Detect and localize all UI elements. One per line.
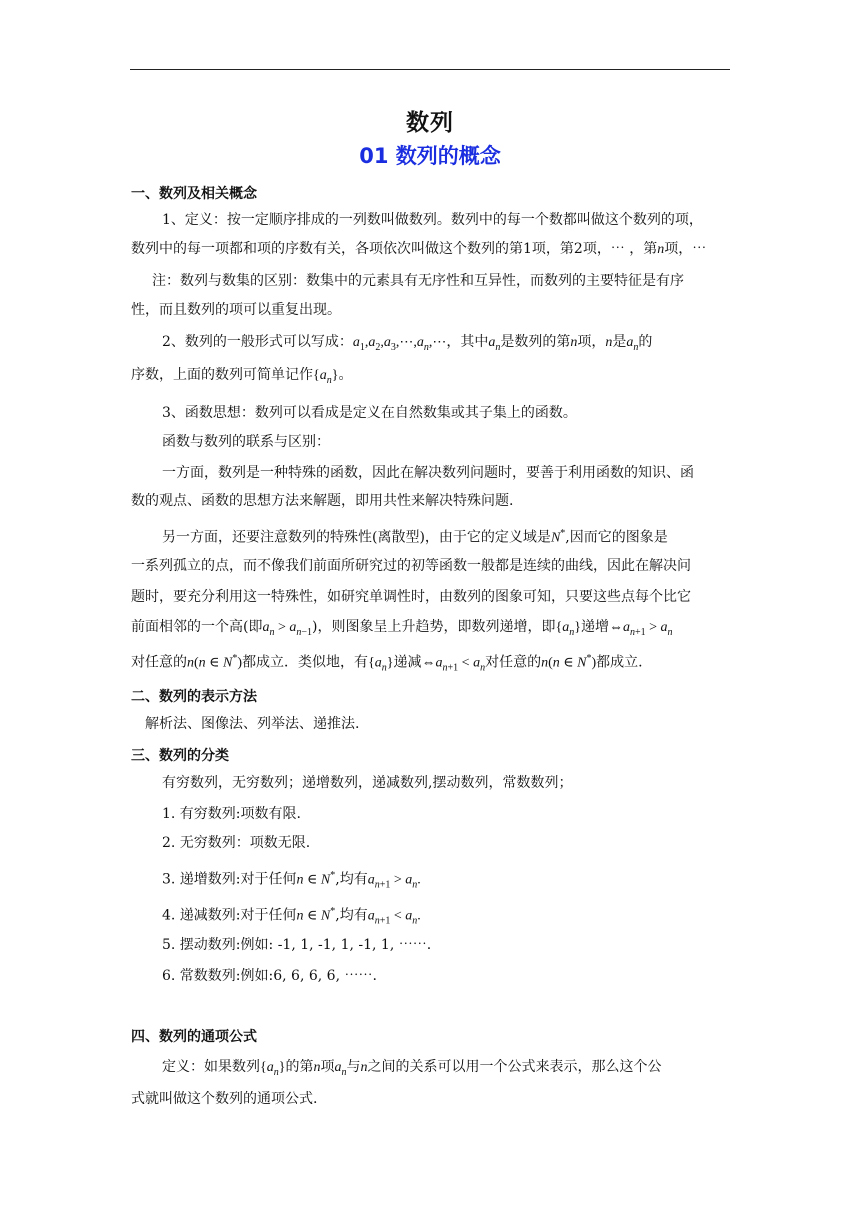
paragraph: 一方面，数列是一种特殊的函数，因此在解决数列问题时，要善于利用函数的知识、函 (162, 465, 694, 481)
list-item: 2. 无穷数列：项数无限. (162, 835, 311, 851)
paragraph: 有穷数列，无穷数列；递增数列，递减数列,摆动数列，常数数列； (162, 775, 573, 791)
paragraph: 一系列孤立的点，而不像我们前面所研究过的初等函数一般都是连续的曲线，因此在解决问 (131, 558, 691, 574)
list-item: 3. 递增数列:对于任何n ∈ N*,均有$a_{n+1} > a_n$. (162, 870, 421, 891)
paragraph: 前面相邻的一个高(即$a_n > a_{n-1}$)，则图象呈上升趋势，即数列递增，即$\{a_n\}$递增$\Leftrightarrow a_{n+1} > a_n$ (131, 619, 673, 638)
paragraph: 1、定义：按一定顺序排成的一列数叫做数列。数列中的每一个数都叫做这个数列的项， (162, 212, 703, 228)
section-heading-2: 二、数列的表示方法 (131, 689, 257, 705)
section-heading-4: 四、数列的通项公式 (131, 1029, 257, 1045)
paragraph: 解析法、图像法、列举法、递推法. (145, 716, 360, 732)
paragraph: 式就叫做这个数列的通项公式. (131, 1091, 318, 1107)
paragraph: 另一方面，还要注意数列的特殊性(离散型)，由于它的定义域是N*,因而它的图象是 (162, 528, 668, 546)
paragraph: 函数与数列的联系与区别： (162, 434, 330, 450)
paragraph: 3、函数思想：数列可以看成是定义在自然数集或其子集上的函数。 (162, 405, 577, 421)
section-heading-3: 三、数列的分类 (131, 748, 229, 764)
header-rule (130, 69, 730, 70)
paragraph: 数列中的每一项都和项的序数有关，各项依次叫做这个数列的第1项，第2项，⋯ ，第n项，⋯ (131, 241, 707, 257)
page-subtitle: 01 数列的概念 (359, 144, 501, 168)
page-title: 数列 (406, 110, 454, 136)
paragraph: 对任意的n(n ∈ N*)都成立．类似地，有$\{a_n\}$递减$\Leftrightarrow a_{n+1} < a_n$对任意的n(n ∈ N*)都成立. (131, 653, 643, 674)
paragraph: 定义：如果数列$\{a_n\}$的第n项$a_n$与n之间的关系可以用一个公式来表示，那么这个公 (162, 1059, 662, 1078)
paragraph: 2、数列的一般形式可以写成：$a_1,a_2,a_3,\cdots,a_n,\cdots$，其中$a_n$是数列的第n项，n是$a_n$的 (162, 334, 653, 353)
paragraph: 序数，上面的数列可简单记作$\{a_n\}$。 (131, 367, 353, 386)
list-item: 6. 常数数列:例如:6, 6, 6, 6, ⋯⋯. (162, 968, 377, 984)
section-heading-1: 一、数列及相关概念 (131, 186, 257, 202)
list-item: 1. 有穷数列:项数有限. (162, 806, 301, 822)
list-item: 5. 摆动数列:例如: -1, 1, -1, 1, -1, 1, ⋯⋯. (162, 937, 432, 953)
paragraph: 题时，要充分利用这一特殊性，如研究单调性时，由数列的图象可知，只要这些点每个比它 (131, 589, 691, 605)
paragraph: 数的观点、函数的思想方法来解题，即用共性来解决特殊问题. (131, 493, 514, 509)
note-paragraph: 注：数列与数集的区别：数集中的元素具有无序性和互异性，而数列的主要特征是有序 (152, 273, 684, 289)
list-item: 4. 递减数列:对于任何n ∈ N*,均有$a_{n+1} < a_n$. (162, 906, 421, 927)
paragraph: 性，而且数列的项可以重复出现。 (131, 302, 341, 318)
